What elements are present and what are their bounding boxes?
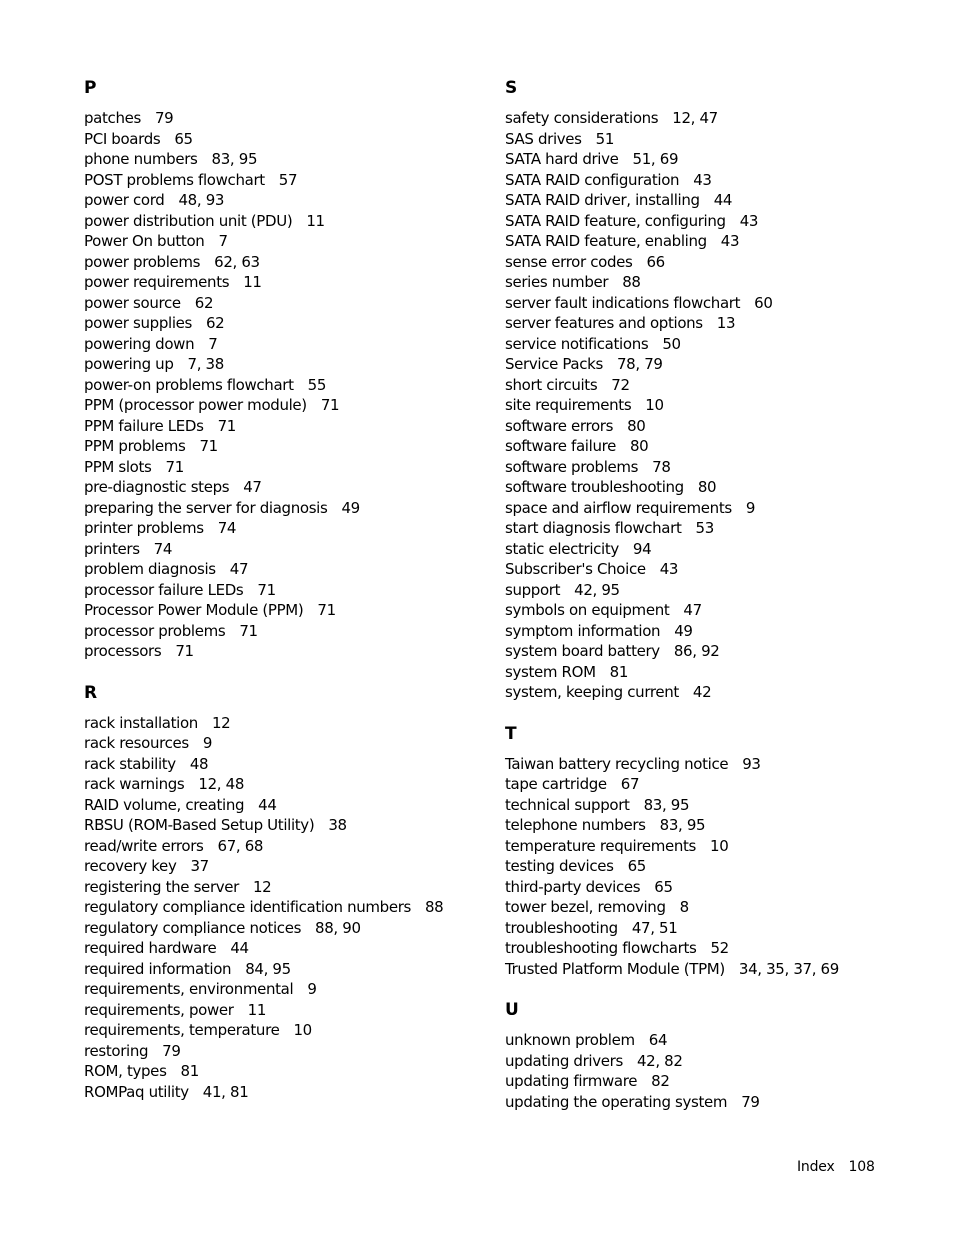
index-entry [505, 959, 915, 980]
index-term: power requirements [84, 273, 230, 291]
index-entry [84, 733, 494, 754]
index-entry [505, 477, 915, 498]
index-entry [505, 1030, 915, 1051]
index-page-link[interactable]: 11 [243, 273, 262, 291]
index-term: troubleshooting [505, 918, 618, 937]
index-page-link[interactable]: 74 [153, 539, 173, 558]
index-entry [505, 897, 915, 918]
index-entry [505, 334, 915, 355]
index-entry [84, 979, 494, 1000]
index-term: processor problems [84, 621, 226, 640]
index-term: phone numbers [84, 150, 198, 168]
index-entry [84, 815, 494, 836]
index-entry [505, 395, 915, 416]
index-entry [505, 129, 915, 150]
index-entry [84, 416, 494, 437]
index-entry [84, 1082, 494, 1103]
index-term: ROM, types [84, 1062, 167, 1080]
index-entry [505, 600, 915, 621]
index-entry [505, 272, 915, 293]
index-page-link[interactable]: 11 [306, 211, 325, 230]
index-term: processors [84, 642, 162, 660]
index-term: power cord [84, 191, 165, 209]
index-term: read/write errors [84, 836, 204, 855]
index-term: patches [84, 109, 141, 127]
index-entry [84, 580, 494, 601]
index-page-link[interactable]: 10 [645, 396, 664, 414]
index-section-r [84, 681, 494, 1103]
index-entry [84, 713, 494, 734]
index-entry [84, 436, 494, 457]
index-entry [505, 498, 915, 519]
index-term: problem diagnosis [84, 560, 216, 578]
index-term: restoring [84, 1041, 149, 1060]
index-entry [84, 774, 494, 795]
index-term: software problems [505, 457, 639, 476]
index-page-link[interactable]: 41, 81 [202, 1082, 249, 1101]
index-page-link[interactable]: 38 [328, 816, 347, 834]
index-page-link[interactable]: 51, 69 [632, 150, 679, 168]
index-entry [505, 918, 915, 939]
index-page-link[interactable]: 88 [424, 898, 444, 916]
index-page-link[interactable]: 9 [202, 734, 213, 752]
index-term: updating the operating system [505, 1092, 728, 1111]
index-page-link[interactable]: 64 [648, 1031, 668, 1049]
index-page-link[interactable]: 88 [622, 273, 641, 291]
index-column-right [505, 76, 915, 1131]
index-term: printers [84, 539, 140, 558]
index-page-link[interactable]: 44 [713, 191, 733, 209]
index-term: site requirements [505, 396, 632, 414]
index-term: SAS drives [505, 129, 582, 148]
index-entry [84, 621, 494, 642]
index-page-link[interactable]: 71 [199, 437, 218, 455]
index-entry [84, 252, 494, 273]
index-term: telephone numbers [505, 816, 646, 834]
index-entry [84, 149, 494, 170]
index-term: preparing the server for diagnosis [84, 498, 328, 517]
index-page-link[interactable]: 79 [154, 109, 174, 127]
index-page-link[interactable]: 66 [646, 252, 665, 271]
index-entry [84, 918, 494, 939]
index-page-link[interactable]: 44 [230, 939, 249, 957]
index-page-link[interactable]: 65 [174, 129, 193, 148]
index-entry [84, 108, 494, 129]
index-term: rack warnings [84, 775, 185, 793]
index-page-link[interactable]: 71 [257, 580, 276, 599]
index-term: Subscriber's Choice [505, 560, 646, 578]
index-term: rack resources [84, 734, 189, 752]
index-entry [505, 580, 915, 601]
index-page-link[interactable]: 83, 95 [659, 816, 706, 834]
index-term: safety considerations [505, 109, 659, 127]
index-entry [84, 539, 494, 560]
index-column-left [84, 76, 494, 1121]
index-entry [505, 1071, 915, 1092]
index-page-link[interactable]: 48 [189, 754, 209, 773]
index-entry [84, 641, 494, 662]
index-page-link[interactable]: 49 [341, 498, 360, 517]
index-page-link[interactable]: 74 [217, 519, 237, 537]
index-entry [505, 559, 915, 580]
index-term: support [505, 580, 561, 599]
index-entry [505, 795, 915, 816]
index-term: registering the server [84, 877, 239, 896]
index-entry [84, 477, 494, 498]
index-entry [505, 149, 915, 170]
index-entry [505, 662, 915, 683]
index-term: sense error codes [505, 252, 633, 271]
index-term: SATA RAID feature, configuring [505, 211, 726, 230]
index-term: updating drivers [505, 1051, 623, 1070]
index-entry [84, 856, 494, 877]
index-entry [84, 1061, 494, 1082]
index-page-link[interactable]: 42, 95 [574, 580, 620, 599]
index-entry [505, 231, 915, 252]
index-entry [505, 416, 915, 437]
index-page-link[interactable]: 62 [205, 314, 225, 332]
index-entry [84, 1000, 494, 1021]
index-page-link[interactable]: 44 [258, 795, 277, 814]
index-page-link[interactable]: 67 [620, 775, 640, 793]
index-entry [505, 170, 915, 191]
index-page-link[interactable]: 7 [218, 232, 228, 250]
index-term: RBSU (ROM-Based Setup Utility) [84, 816, 315, 834]
index-page-link[interactable]: 34, 35, 37, 69 [738, 959, 839, 978]
index-entry [84, 457, 494, 478]
index-section-p [84, 76, 494, 662]
index-entry [505, 457, 915, 478]
section-letter: R [84, 682, 98, 703]
index-entry [84, 375, 494, 396]
index-page-link[interactable]: 42 [692, 683, 712, 701]
index-page-link[interactable]: 50 [662, 334, 681, 353]
index-page-link[interactable]: 12, 47 [672, 109, 718, 127]
index-entry [505, 774, 915, 795]
section-letter: T [505, 723, 517, 744]
index-page-link[interactable]: 48, 93 [178, 191, 225, 209]
index-term: SATA RAID driver, installing [505, 191, 700, 209]
index-page-link[interactable]: 13 [716, 314, 736, 332]
index-term: server fault indications flowchart [505, 293, 741, 312]
index-term: required hardware [84, 939, 217, 957]
index-page-link[interactable]: 71 [320, 396, 340, 414]
index-term: regulatory compliance identification numbers [84, 898, 411, 916]
index-entry [505, 1051, 915, 1072]
section-letter: S [505, 78, 518, 98]
index-entry [84, 293, 494, 314]
index-term: regulatory compliance notices [84, 918, 302, 937]
index-entry [505, 375, 915, 396]
index-page-link[interactable]: 83, 95 [211, 150, 258, 168]
index-term: power problems [84, 252, 201, 271]
index-term: Processor Power Module (PPM) [84, 601, 304, 619]
index-entry [505, 436, 915, 457]
index-page-link[interactable]: 11 [247, 1000, 267, 1019]
index-page-link[interactable]: 80 [627, 416, 646, 435]
index-section-s [505, 76, 915, 703]
index-entry [505, 938, 915, 959]
index-entry [505, 518, 915, 539]
index-page-link[interactable]: 7, 38 [187, 355, 224, 373]
index-term: requirements, power [84, 1000, 234, 1019]
index-page-link[interactable]: 86, 92 [673, 642, 720, 660]
index-page-link[interactable]: 43 [693, 170, 712, 189]
index-page-link[interactable]: 71 [175, 642, 194, 660]
index-entry [84, 334, 494, 355]
index-page-link[interactable]: 7 [208, 334, 218, 353]
index-entry [505, 815, 915, 836]
index-term: rack installation [84, 713, 198, 732]
index-entry [505, 856, 915, 877]
index-term: technical support [505, 795, 630, 814]
index-section-u [505, 998, 915, 1112]
index-term: temperature requirements [505, 836, 697, 855]
index-term: ROMPaq utility [84, 1082, 189, 1101]
index-term: system board battery [505, 642, 660, 660]
index-entry [505, 108, 915, 129]
index-page-link[interactable]: 71 [217, 416, 236, 435]
index-page-link[interactable]: 57 [278, 170, 298, 189]
page-footer [797, 1157, 875, 1177]
index-page-link[interactable]: 43 [739, 211, 759, 230]
index-entry [84, 600, 494, 621]
index-term: recovery key [84, 857, 177, 875]
index-page-link[interactable]: 12, 48 [198, 775, 245, 793]
index-page-link[interactable]: 62 [194, 293, 214, 312]
index-page-link[interactable]: 51 [595, 129, 615, 148]
index-entry [84, 395, 494, 416]
index-term: requirements, environmental [84, 980, 294, 998]
index-entry [84, 231, 494, 252]
index-entry [505, 252, 915, 273]
index-entry [84, 795, 494, 816]
index-entry [84, 754, 494, 775]
index-entry [84, 1020, 494, 1041]
index-page-link[interactable]: 62, 63 [214, 252, 260, 271]
index-term: troubleshooting flowcharts [505, 939, 697, 957]
index-term: PCI boards [84, 129, 161, 148]
index-term: SATA RAID feature, enabling [505, 232, 707, 250]
index-term: SATA RAID configuration [505, 170, 680, 189]
index-page-link[interactable]: 42, 82 [636, 1051, 683, 1070]
index-entry [84, 272, 494, 293]
index-page-link[interactable]: 53 [695, 519, 714, 537]
index-term: printer problems [84, 519, 204, 537]
index-page-link[interactable]: 47 [229, 560, 249, 578]
index-entry [505, 836, 915, 857]
index-term: RAID volume, creating [84, 795, 245, 814]
index-page-link[interactable]: 37 [190, 857, 209, 875]
index-term: service notifications [505, 334, 649, 353]
index-term: power source [84, 293, 181, 312]
index-page-link[interactable]: 71 [317, 601, 336, 619]
index-page-link[interactable]: 65 [654, 877, 673, 896]
index-page-link[interactable]: 52 [710, 939, 729, 957]
index-entry [505, 877, 915, 898]
index-page-link[interactable]: 10 [710, 836, 729, 855]
index-term: Taiwan battery recycling notice [505, 754, 729, 773]
index-page-link[interactable]: 78, 79 [616, 355, 663, 373]
index-term: SATA hard drive [505, 150, 619, 168]
index-term: power-on problems flowchart [84, 375, 294, 394]
index-page-link[interactable]: 94 [632, 539, 652, 558]
index-entry [505, 313, 915, 334]
index-entry [84, 877, 494, 898]
index-term: requirements, temperature [84, 1021, 280, 1039]
index-term: start diagnosis flowchart [505, 519, 682, 537]
index-page-link[interactable]: 9 [745, 498, 756, 517]
index-entry [84, 836, 494, 857]
index-page-link[interactable]: 12 [252, 877, 272, 896]
index-term: software troubleshooting [505, 478, 684, 496]
index-term: space and airflow requirements [505, 498, 732, 517]
section-letter: U [505, 1000, 519, 1020]
index-page-link[interactable]: 60 [754, 293, 773, 312]
index-entry [84, 518, 494, 539]
index-page-link[interactable]: 80 [697, 478, 717, 496]
index-term: required information [84, 959, 232, 978]
index-page-link[interactable]: 67, 68 [217, 836, 264, 855]
index-page-link[interactable]: 72 [611, 375, 630, 394]
index-page-link[interactable]: 55 [307, 375, 327, 394]
index-entry [84, 1041, 494, 1062]
index-term: unknown problem [505, 1031, 635, 1049]
index-entry [84, 559, 494, 580]
index-page-link[interactable]: 81 [609, 662, 629, 681]
index-entry [505, 682, 915, 703]
index-page-link[interactable]: 79 [741, 1092, 760, 1111]
index-entry [84, 498, 494, 519]
footer-label: Index [797, 1159, 835, 1175]
index-entry [505, 621, 915, 642]
index-entry [84, 897, 494, 918]
index-entry [505, 754, 915, 775]
index-entry [505, 211, 915, 232]
index-term: series number [505, 273, 609, 291]
index-page-link[interactable]: 12 [211, 713, 231, 732]
index-term: server features and options [505, 314, 703, 332]
index-entry [84, 938, 494, 959]
index-term: Power On button [84, 232, 205, 250]
index-page-link[interactable]: 49 [674, 621, 693, 640]
index-term: PPM failure LEDs [84, 416, 204, 435]
index-page-link[interactable]: 84, 95 [245, 959, 291, 978]
index-entry [84, 959, 494, 980]
index-term: Service Packs [505, 355, 603, 373]
index-term: system ROM [505, 662, 596, 681]
index-page-link[interactable]: 65 [627, 857, 646, 875]
index-term: PPM slots [84, 457, 152, 476]
index-entry [505, 539, 915, 560]
index-entry [84, 129, 494, 150]
index-term: power supplies [84, 314, 192, 332]
index-term: testing devices [505, 857, 614, 875]
index-page-link[interactable]: 47, 51 [631, 918, 678, 937]
index-page-link[interactable]: 81 [180, 1062, 199, 1080]
index-term: PPM (processor power module) [84, 396, 307, 414]
index-entry [505, 1092, 915, 1113]
index-term: powering up [84, 355, 174, 373]
index-term: PPM problems [84, 437, 186, 455]
index-term: pre-diagnostic steps [84, 478, 230, 496]
index-page-link[interactable]: 88, 90 [315, 918, 361, 937]
index-page-link[interactable]: 82 [651, 1072, 670, 1090]
index-page-link[interactable]: 71 [165, 457, 184, 476]
index-term: software failure [505, 437, 616, 455]
index-page-link[interactable]: 93 [742, 754, 761, 773]
index-page-link[interactable]: 9 [307, 980, 317, 998]
index-term: short circuits [505, 375, 598, 394]
index-page-link[interactable]: 78 [652, 457, 671, 476]
index-term: tower bezel, removing [505, 898, 666, 916]
index-term: tape cartridge [505, 775, 607, 793]
index-term: third-party devices [505, 877, 641, 896]
footer-page-number: 108 [848, 1159, 875, 1175]
section-letter: P [84, 78, 97, 98]
index-term: updating firmware [505, 1072, 638, 1090]
index-entry [84, 211, 494, 232]
index-page-link[interactable]: 79 [162, 1041, 181, 1060]
index-entry [505, 293, 915, 314]
index-entry [84, 313, 494, 334]
index-term: system, keeping current [505, 683, 679, 701]
index-page-link[interactable]: 10 [293, 1021, 312, 1039]
index-page-link[interactable]: 43 [720, 232, 740, 250]
index-term: static electricity [505, 539, 619, 558]
index-section-t [505, 722, 915, 980]
index-page-link[interactable]: 8 [679, 898, 689, 916]
index-term: Trusted Platform Module (TPM) [505, 959, 725, 978]
index-page-link[interactable]: 47 [243, 478, 262, 496]
index-term: powering down [84, 334, 195, 353]
index-page-link[interactable]: 71 [239, 621, 258, 640]
index-page-link[interactable]: 80 [629, 437, 649, 455]
index-entry [84, 190, 494, 211]
index-page-link[interactable]: 47 [683, 601, 702, 619]
index-term: software errors [505, 416, 614, 435]
index-term: POST problems flowchart [84, 170, 265, 189]
index-entry [84, 354, 494, 375]
index-term: processor failure LEDs [84, 580, 244, 599]
index-entry [505, 641, 915, 662]
index-term: symbols on equipment [505, 601, 670, 619]
index-term: rack stability [84, 754, 176, 773]
index-term: symptom information [505, 621, 661, 640]
index-entry [84, 170, 494, 191]
index-page-link[interactable]: 43 [659, 560, 679, 578]
index-page-link[interactable]: 83, 95 [643, 795, 690, 814]
index-entry [505, 354, 915, 375]
index-entry [505, 190, 915, 211]
index-term: power distribution unit (PDU) [84, 211, 293, 230]
